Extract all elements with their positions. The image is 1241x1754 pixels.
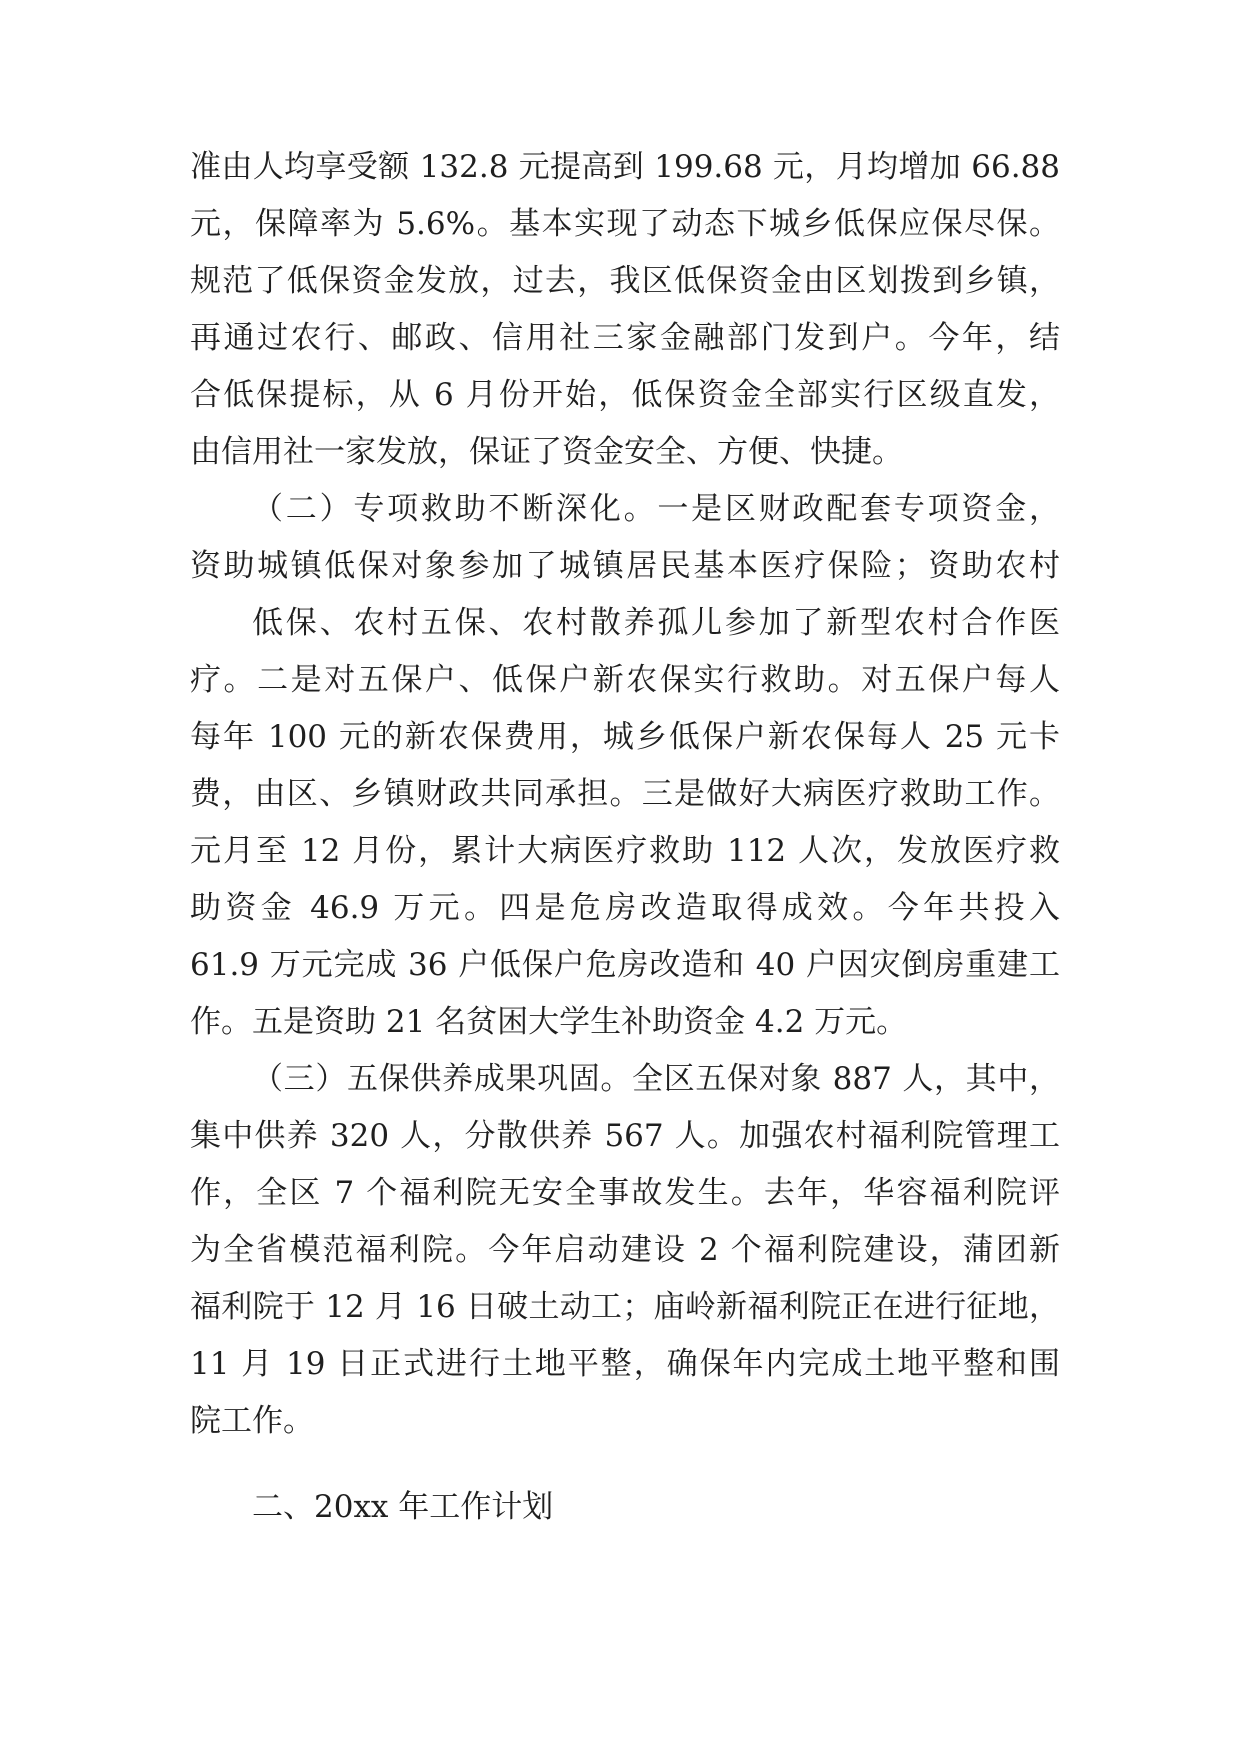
section-title: 二、20xx 年工作计划 bbox=[252, 1489, 554, 1525]
text-line: 元月至 12 月份，累计大病医疗救助 112 人次，发放医疗救 bbox=[190, 833, 1060, 869]
text-line: 元，保障率为 5.6%。基本实现了动态下城乡低保应保尽保。 bbox=[190, 206, 1060, 242]
text-line: 为全省模范福利院。今年启动建设 2 个福利院建设，蒲团新 bbox=[190, 1232, 1060, 1268]
text-line: 集中供养 320 人，分散供养 567 人。加强农村福利院管理工 bbox=[190, 1118, 1060, 1154]
section-heading-line: （三）五保供养成果巩固。全区五保对象 887 人，其中， bbox=[252, 1061, 1060, 1097]
section-heading-line: （二）专项救助不断深化。一是区财政配套专项资金， bbox=[252, 491, 1060, 527]
text-line: 资助城镇低保对象参加了城镇居民基本医疗保险；资助农村 bbox=[190, 548, 1060, 584]
text-line: 合低保提标，从 6 月份开始，低保资金全部实行区级直发， bbox=[190, 377, 1060, 413]
text-line: 费，由区、乡镇财政共同承担。三是做好大病医疗救助工作。 bbox=[190, 776, 1060, 812]
text-line: 61.9 万元完成 36 户低保户危房改造和 40 户因灾倒房重建工 bbox=[190, 947, 1060, 983]
text-line: 再通过农行、邮政、信用社三家金融部门发到户。今年，结 bbox=[190, 320, 1060, 356]
text-line: 院工作。 bbox=[190, 1403, 314, 1439]
text-line: 规范了低保资金发放，过去，我区低保资金由区划拨到乡镇， bbox=[190, 263, 1060, 299]
text-line: 由信用社一家发放，保证了资金安全、方便、快捷。 bbox=[190, 434, 903, 470]
text-line: 福利院于 12 月 16 日破土动工；庙岭新福利院正在进行征地， bbox=[190, 1289, 1060, 1325]
text-line: 低保、农村五保、农村散养孤儿参加了新型农村合作医 bbox=[252, 605, 1060, 641]
text-line: 助资金 46.9 万元。四是危房改造取得成效。今年共投入 bbox=[190, 890, 1060, 926]
text-line: 准由人均享受额 132.8 元提高到 199.68 元，月均增加 66.88 bbox=[190, 149, 1060, 185]
text-line: 每年 100 元的新农保费用，城乡低保户新农保每人 25 元卡 bbox=[190, 719, 1060, 755]
text-line: 疗。二是对五保户、低保户新农保实行救助。对五保户每人 bbox=[190, 662, 1060, 698]
text-line: 11 月 19 日正式进行土地平整，确保年内完成土地平整和围 bbox=[190, 1346, 1060, 1382]
text-line: 作。五是资助 21 名贫困大学生补助资金 4.2 万元。 bbox=[190, 1004, 908, 1040]
text-line: 作，全区 7 个福利院无安全事故发生。去年，华容福利院评 bbox=[190, 1175, 1060, 1211]
